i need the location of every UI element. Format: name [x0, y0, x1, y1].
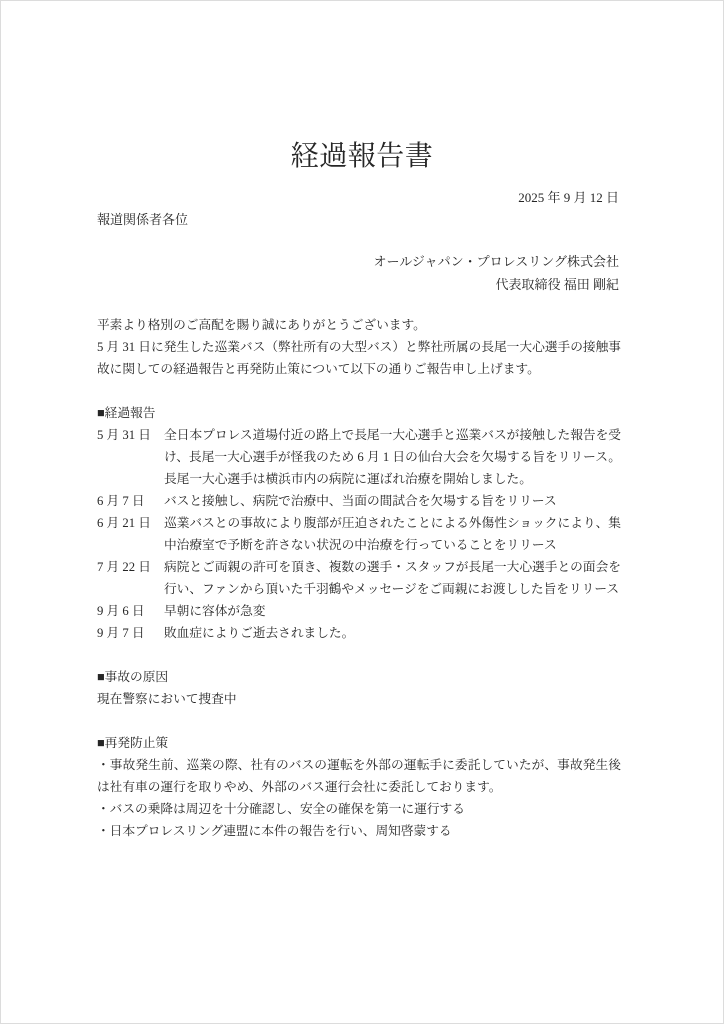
timeline-date: 9 月 7 日 — [97, 626, 145, 640]
blank-line — [97, 710, 621, 732]
timeline-text: 病院とご両親の許可を頂き、複数の選手・スタッフが長尾一大心選手との面会を行い、ファンから頂いた千羽鶴やメッセージをご両親にお渡しした旨をリリース — [164, 560, 621, 596]
prevention-item: ・日本プロレスリング連盟に本件の報告を行い、周知啓蒙する — [97, 824, 452, 838]
timeline-text: 早朝に容体が急変 — [164, 604, 266, 618]
timeline-text: 巡業バスとの事故により腹部が圧迫されたことによる外傷性ショックにより、集中治療室で予断を許さない状況の中治療を行っていることをリリース — [164, 516, 621, 552]
timeline-date: 9 月 6 日 — [97, 604, 145, 618]
page-title: 経過報告書 — [290, 141, 434, 172]
timeline-row — [97, 556, 621, 600]
intro-paragraph: 5 月 31 日に発生した巡業バス（弊社所有の大型バス）と弊社所属の長尾一大心選手の接触事故に関しての経過報告と再発防止策について以下の通りご報告申し上げます。 — [97, 340, 621, 376]
timeline-row — [97, 600, 621, 622]
timeline-row — [97, 424, 621, 490]
cause-status-text: 現在警察において捜査中 — [97, 692, 237, 706]
document-date: 2025 年 9 月 12 日 — [518, 190, 619, 205]
timeline-text: 敗血症によりご逝去されました。 — [164, 626, 355, 640]
prevention-item: ・バスの乗降は周辺を十分確認し、安全の確保を第一に運行する — [97, 802, 465, 816]
timeline-row — [97, 512, 621, 556]
timeline-date: 6 月 21 日 — [97, 516, 151, 530]
prevention-item: ・事故発生前、巡業の際、社有のバスの運転を外部の運転手に委託していたが、事故発生後は社有車の運行を取りやめ、外部のバス運行会社に委託しております。 — [97, 758, 621, 794]
section-heading-cause: ■事故の原因 — [97, 670, 169, 684]
blank-line — [97, 644, 621, 666]
timeline-row — [97, 622, 621, 644]
document-body — [97, 314, 621, 842]
timeline-date: 7 月 22 日 — [97, 560, 151, 574]
timeline-date: 5 月 31 日 — [97, 428, 151, 442]
company-name: オールジャパン・プロレスリング株式会社 — [373, 254, 619, 269]
greeting-paragraph: 平素より格別のご高配を賜り誠にありがとうございます。 — [97, 318, 426, 332]
blank-line — [97, 380, 621, 402]
timeline-date: 6 月 7 日 — [97, 494, 145, 508]
timeline-row — [97, 490, 621, 512]
timeline-text: バスと接触し、病院で治療中、当面の間試合を欠場する旨をリリース — [164, 494, 557, 508]
section-heading-progress: ■経過報告 — [97, 406, 156, 420]
recipient-line: 報道関係者各位 — [97, 212, 189, 227]
representative-name: 代表取締役 福田 剛紀 — [495, 277, 619, 292]
section-heading-prevention: ■再発防止策 — [97, 736, 169, 750]
timeline-text: 全日本プロレス道場付近の路上で長尾一大心選手と巡業バスが接触した報告を受け、長尾一大心選手が怪我のため 6 月 1 日の仙台大会を欠場する旨をリリース。長尾一大心選手は横浜市内の病院に運ばれ治療を開始しました。 — [164, 428, 621, 486]
